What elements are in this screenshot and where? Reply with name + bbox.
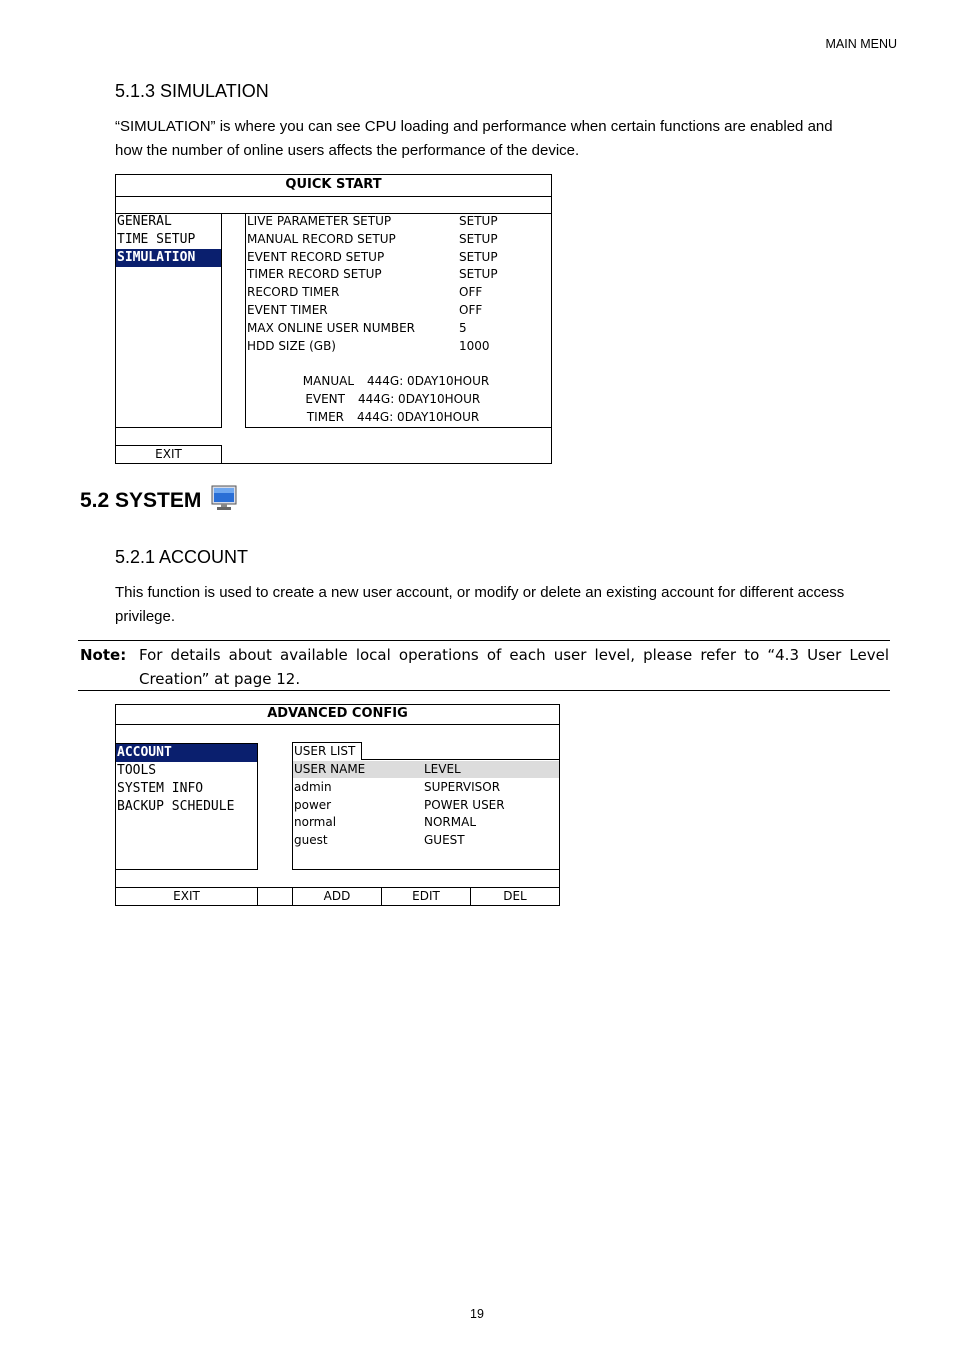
table-header-row: [293, 761, 559, 778]
estimate-value: 444G: 0DAY10HOUR: [357, 409, 480, 424]
simulation-desc-line2: how the number of online users affects the performance of the device.: [115, 142, 580, 159]
quick-start-panel: [115, 174, 552, 464]
estimate-value: 444G: 0DAY10HOUR: [358, 391, 481, 406]
tab-baseline: [362, 759, 560, 760]
row-value[interactable]: SETUP: [459, 214, 498, 228]
row-label: TIMER RECORD SETUP: [247, 267, 382, 282]
tab-user-list[interactable]: USER LIST: [292, 742, 362, 760]
row-label: LIVE PARAMETER SETUP: [247, 214, 392, 228]
row-value[interactable]: OFF: [459, 303, 483, 317]
title-divider: [116, 196, 551, 197]
add-user-button[interactable]: ADD: [292, 887, 382, 905]
note-top-rule: [78, 640, 890, 641]
account-desc-line2: privilege.: [115, 608, 176, 625]
quick-start-title: QUICK START: [285, 177, 382, 192]
menu-item-time-setup[interactable]: TIME SETUP: [117, 232, 196, 247]
row-label: MAX ONLINE USER NUMBER: [247, 320, 416, 335]
section-title-simulation: 5.1.3 SIMULATION: [115, 81, 269, 101]
account-desc-line1: This function is used to create a new user account, or modify or delete an existing account for different access: [115, 584, 845, 601]
advanced-config-menu: [116, 743, 258, 870]
page-number: 19: [470, 1307, 484, 1321]
user-level: GUEST: [424, 832, 465, 847]
estimate-value: 444G: 0DAY10HOUR: [367, 374, 490, 388]
menu-item-tools[interactable]: TOOLS: [117, 763, 157, 778]
advanced-config-panel: [115, 704, 560, 906]
estimate-label: EVENT: [305, 391, 345, 406]
column-header-user-name: USER NAME: [294, 762, 366, 776]
row-label: HDD SIZE (GB): [247, 338, 336, 353]
note-bottom-rule: [78, 690, 890, 691]
edit-user-button[interactable]: EDIT: [381, 887, 471, 905]
menu-item-general[interactable]: GENERAL: [117, 214, 172, 229]
table-row[interactable]: [293, 779, 559, 796]
row-label: EVENT TIMER: [247, 303, 328, 317]
menu-item-system-info[interactable]: SYSTEM INFO: [117, 781, 204, 796]
note-label: Note:: [80, 646, 127, 664]
user-name: power: [294, 797, 332, 812]
estimate-label: TIMER: [306, 409, 344, 424]
row-value[interactable]: SETUP: [459, 249, 498, 264]
running-header: MAIN MENU: [825, 37, 897, 51]
menu-item-account[interactable]: ACCOUNT: [116, 744, 257, 762]
simulation-desc-line1: “SIMULATION” is where you can see CPU loading and performance when certain functions are enabled and: [115, 118, 833, 135]
exit-button[interactable]: EXIT: [116, 887, 258, 905]
simulation-content: [245, 213, 551, 428]
note-line1: For details about available local operations of each user level, please refer to “4.3 User Level: [139, 646, 889, 664]
row-value[interactable]: SETUP: [459, 267, 498, 282]
estimate-label: MANUAL: [302, 374, 354, 388]
row-value[interactable]: 5: [459, 320, 467, 335]
title-divider: [116, 724, 559, 725]
menu-item-simulation[interactable]: SIMULATION: [116, 249, 221, 267]
section-title-system: 5.2 SYSTEM: [80, 489, 202, 512]
quick-start-menu: [116, 213, 222, 428]
menu-item-backup-schedule[interactable]: BACKUP SCHEDULE: [117, 798, 235, 814]
row-value[interactable]: OFF: [459, 285, 483, 300]
advanced-config-title: ADVANCED CONFIG: [267, 706, 408, 721]
row-label: RECORD TIMER: [247, 285, 340, 300]
row-value[interactable]: 1000: [459, 338, 490, 353]
user-name: guest: [294, 832, 328, 847]
table-row[interactable]: [293, 832, 559, 849]
row-value[interactable]: SETUP: [459, 231, 498, 246]
section-title-account: 5.2.1 ACCOUNT: [115, 547, 249, 567]
delete-user-button[interactable]: DEL: [470, 887, 559, 905]
user-level: SUPERVISOR: [424, 780, 501, 794]
user-name: admin: [294, 780, 332, 794]
user-level: POWER USER: [424, 797, 505, 812]
note-line2: Creation” at page 12.: [139, 670, 301, 688]
column-header-level: LEVEL: [424, 762, 461, 776]
row-label: EVENT RECORD SETUP: [247, 249, 385, 264]
row-label: MANUAL RECORD SETUP: [247, 231, 396, 246]
table-row[interactable]: [293, 797, 559, 814]
user-level: NORMAL: [424, 815, 477, 829]
monitor-icon: [211, 485, 237, 511]
user-name: normal: [294, 815, 337, 829]
exit-button[interactable]: EXIT: [116, 445, 222, 463]
account-content: [292, 743, 559, 870]
table-row[interactable]: [293, 814, 559, 831]
